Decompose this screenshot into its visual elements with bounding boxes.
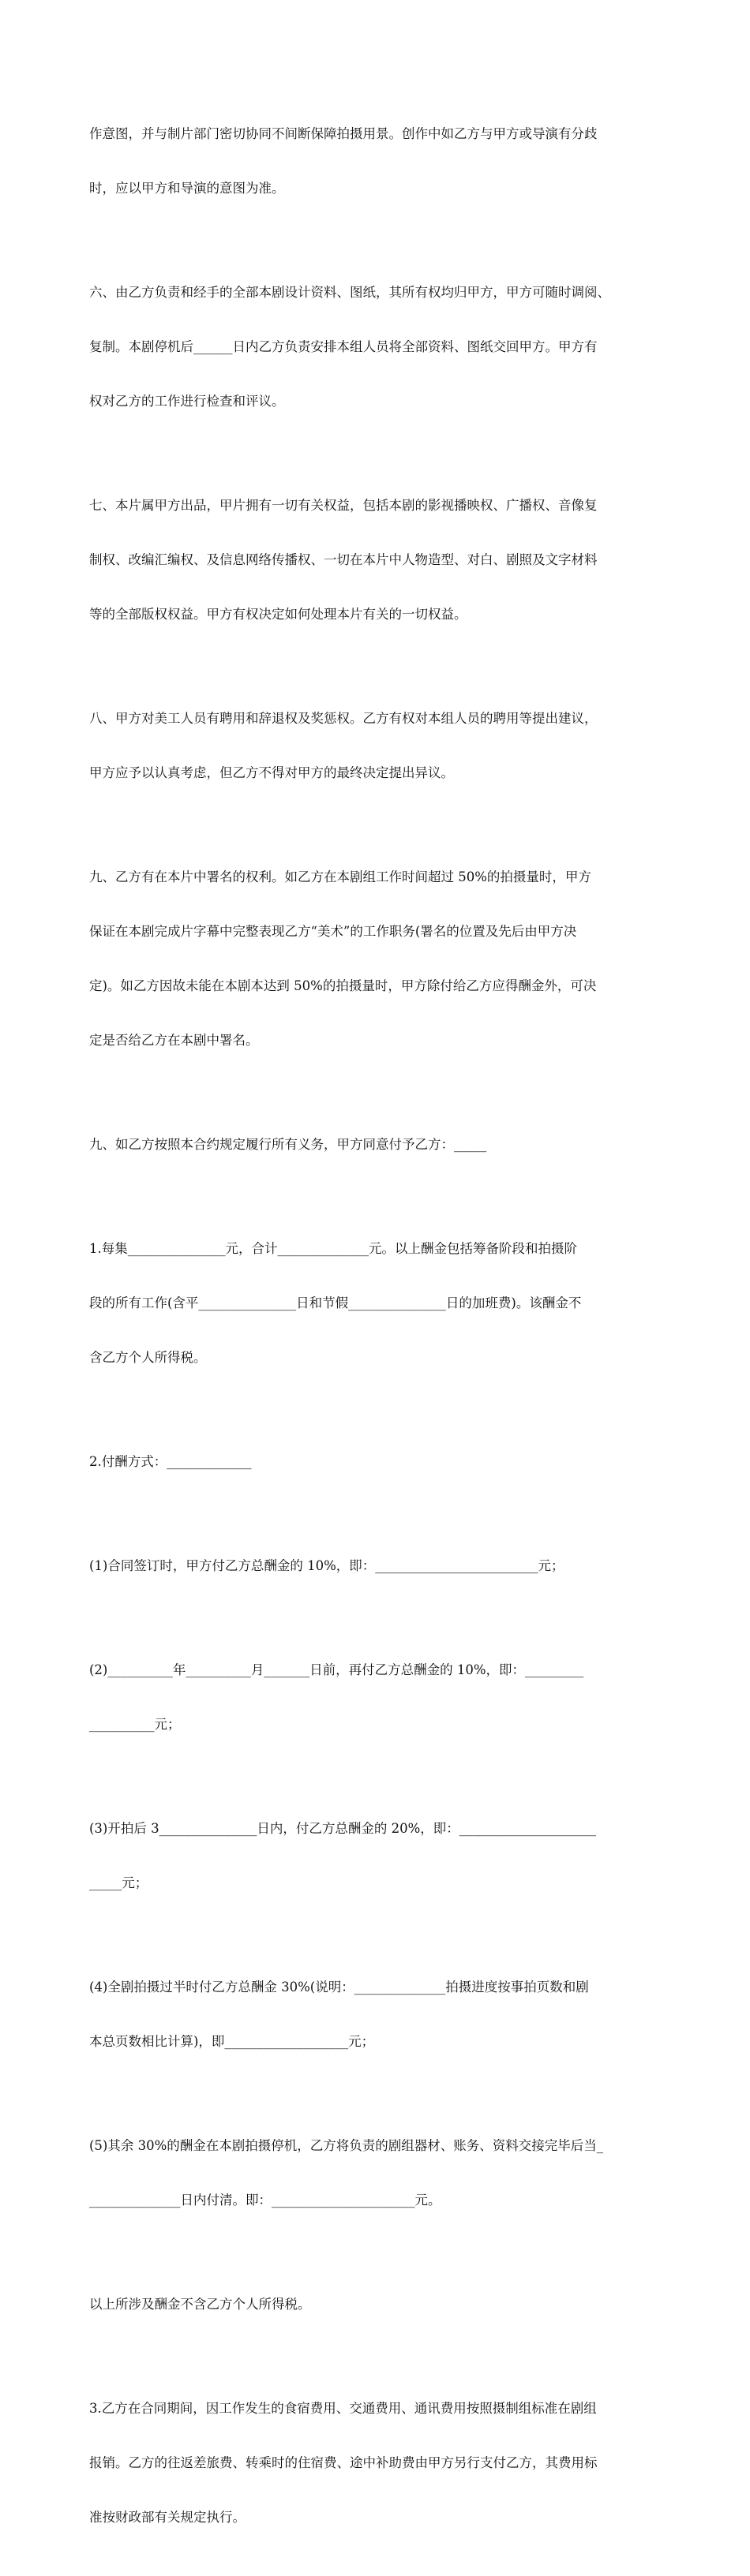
paragraph-installment-2 <box>89 1624 666 1770</box>
text-line: __________元； <box>89 1717 181 1732</box>
text-line: 含乙方个人所得税。 <box>89 1350 207 1365</box>
text-line: 1.每集_______________元，合计______________元。以上酬金包括筹备阶段和拍摄阶 <box>89 1241 577 1256</box>
paragraph-clause-6 <box>89 247 666 447</box>
text-line: 八、甲方对美工人员有聘用和辞退权及奖惩权。乙方有权对本组人员的聘用等提出建议， <box>89 711 598 726</box>
text-line: 时，应以甲方和导演的意图为准。 <box>89 181 285 196</box>
text-line: 九、乙方有在本片中署名的权利。如乙方在本剧组工作时间超过 50%的拍摄量时，甲方 <box>89 869 591 884</box>
text-line: 六、由乙方负责和经手的全部本剧设计资料、图纸，其所有权均归甲方，甲方可随时调阅、 <box>89 285 610 300</box>
paragraph-installment-5 <box>89 2100 666 2245</box>
paragraph-payment-1 <box>89 1203 666 1403</box>
text-line: 七、本片属甲方出品，甲片拥有一切有关权益，包括本剧的影视播映权、广播权、音像复 <box>89 498 598 513</box>
paragraph-clause-9-credit <box>89 832 666 1086</box>
paragraph-installment-4 <box>89 1942 666 2087</box>
paragraph-payment-method <box>89 1416 666 1507</box>
text-line: 准按财政部有关规定执行。 <box>89 2510 246 2525</box>
text-line: 甲方应予以认真考虑，但乙方不得对甲方的最终决定提出异议。 <box>89 765 454 780</box>
text-line: _____元； <box>89 1875 148 1890</box>
text-line: 本总页数相比计算)，即___________________元； <box>89 2034 375 2049</box>
text-line: 3.乙方在合同期间，因工作发生的食宿费用、交通费用、通讯费用按照摄制组标准在剧组 <box>89 2401 597 2416</box>
text-line: (2)__________年__________月_______日前，再付乙方总酬金的 10%，即：_________ <box>89 1662 584 1677</box>
paragraph-installment-1 <box>89 1520 666 1611</box>
text-line: ______________日内付清。即：______________________元。 <box>89 2193 441 2208</box>
paragraph-tax-note <box>89 2259 666 2350</box>
text-line: 保证在本剧完成片字幕中完整表现乙方“美术”的工作职务(署名的位置及先后由甲方决 <box>89 924 577 939</box>
text-line: 作意图，并与制片部门密切协同不间断保障拍摄用景。创作中如乙方与甲方或导演有分歧 <box>89 126 598 141</box>
text-line: 定)。如乙方因故未能在本剧本达到 50%的拍摄量时，甲方除付给乙方应得酬金外，可决 <box>89 978 597 993</box>
text-line: 定是否给乙方在本剧中署名。 <box>89 1033 259 1048</box>
text-line: 段的所有工作(含平_______________日和节假_______________日的加班费)。该酬金不 <box>89 1295 582 1310</box>
text-line: (4)全剧拍摄过半时付乙方总酬金 30%(说明：______________拍摄进度按事拍页数和剧 <box>89 1980 589 1995</box>
paragraph-installment-3 <box>89 1783 666 1928</box>
paragraph-clause-9-payment <box>89 1099 666 1190</box>
text-line: 等的全部版权权益。甲方有权决定如何处理本片有关的一切权益。 <box>89 607 467 622</box>
paragraph-expenses <box>89 2363 666 2563</box>
paragraph-clause-7 <box>89 460 666 660</box>
text-line: 报销。乙方的往返差旅费、转乘时的住宿费、途中补助费由甲方另行支付乙方，其费用标 <box>89 2455 598 2470</box>
paragraph-intro <box>89 88 666 234</box>
text-line: (3)开拍后 3_______________日内，付乙方总酬金的 20%，即：_____________________ <box>89 1821 597 1836</box>
text-line: (5)其余 30%的酬金在本剧拍摄停机，乙方将负责的剧组器材、账务、资料交接完毕后当_ <box>89 2138 604 2153</box>
text-line: 制权、改编汇编权、及信息网络传播权、一切在本片中人物造型、对白、剧照及文字材料 <box>89 552 598 567</box>
text-line: 权对乙方的工作进行检查和评议。 <box>89 394 285 409</box>
text-line: 2.付酬方式：_____________ <box>89 1454 252 1469</box>
document-page <box>89 88 666 2576</box>
text-line: (1)合同签订时，甲方付乙方总酬金的 10%，即：_________________________元； <box>89 1558 564 1573</box>
text-line: 九、如乙方按照本合约规定履行所有义务，甲方同意付予乙方：_____ <box>89 1137 487 1152</box>
text-line: 以上所涉及酬金不含乙方个人所得税。 <box>89 2297 311 2312</box>
paragraph-clause-8 <box>89 673 666 818</box>
text-line: 复制。本剧停机后______日内乙方负责安排本组人员将全部资料、图纸交回甲方。甲方有 <box>89 339 598 354</box>
